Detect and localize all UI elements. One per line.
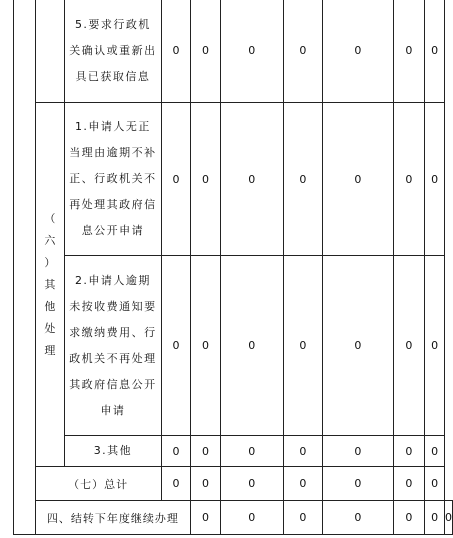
value-cell: 0 (425, 256, 445, 436)
value-cell: 0 (425, 103, 445, 256)
value-cell: 0 (220, 501, 283, 535)
group-label-cell: （ 六 ） 其 他 处 理 (35, 103, 65, 467)
value-cell: 0 (191, 0, 221, 103)
value-cell: 0 (283, 0, 322, 103)
value-cell: 0 (220, 103, 283, 256)
value-cell: 0 (283, 256, 322, 436)
value-cell: 0 (220, 0, 283, 103)
row-label-cell: 2.申请人逾期 未按收费通知要 求缴纳费用、行 政机关不再处理 其政府信息公开 申请 (65, 256, 162, 436)
carry-over-label: 四、结转下年度继续办理 (35, 501, 191, 535)
value-cell: 0 (161, 256, 191, 436)
total-label: （七）总计 (35, 467, 161, 501)
value-cell: 0 (425, 0, 445, 103)
value-cell: 0 (191, 103, 221, 256)
value-cell: 0 (220, 467, 283, 501)
value-cell: 0 (425, 467, 445, 501)
value-cell: 0 (393, 0, 425, 103)
value-cell: 0 (191, 501, 221, 535)
value-cell: 0 (322, 256, 393, 436)
value-cell: 0 (322, 0, 393, 103)
value-cell: 0 (393, 436, 425, 467)
value-cell: 0 (393, 256, 425, 436)
value-cell: 0 (393, 103, 425, 256)
value-cell: 0 (191, 467, 221, 501)
carry-over-row (14, 501, 453, 535)
table-row (14, 436, 453, 467)
value-cell: 0 (161, 436, 191, 467)
value-cell: 0 (220, 436, 283, 467)
table-row (14, 103, 453, 256)
statistics-table (13, 0, 453, 535)
value-cell: 0 (283, 436, 322, 467)
value-cell: 0 (322, 501, 393, 535)
value-cell: 0 (393, 467, 425, 501)
value-cell: 0 (322, 103, 393, 256)
value-cell: 0 (191, 256, 221, 436)
value-cell: 0 (220, 256, 283, 436)
value-cell: 0 (191, 436, 221, 467)
table-row (14, 0, 453, 103)
value-cell: 0 (283, 467, 322, 501)
table-row (14, 256, 453, 436)
value-cell: 0 (445, 501, 453, 535)
value-cell: 0 (161, 103, 191, 256)
row-label-cell: 5.要求行政机 关确认或重新出 具已获取信息 (65, 0, 162, 103)
value-cell: 0 (283, 103, 322, 256)
value-cell: 0 (161, 0, 191, 103)
outer-left-cell (14, 0, 36, 535)
value-cell: 0 (161, 467, 191, 501)
value-cell: 0 (322, 436, 393, 467)
value-cell: 0 (283, 501, 322, 535)
value-cell: 0 (393, 501, 425, 535)
row-label-cell: 1.申请人无正 当理由逾期不补 正、行政机关不 再处理其政府信 息公开申请 (65, 103, 162, 256)
total-row (14, 467, 453, 501)
value-cell: 0 (425, 436, 445, 467)
value-cell: 0 (425, 501, 445, 535)
group-blank-cell (35, 0, 65, 103)
row-label-cell: 3.其他 (65, 436, 162, 467)
value-cell: 0 (322, 467, 393, 501)
